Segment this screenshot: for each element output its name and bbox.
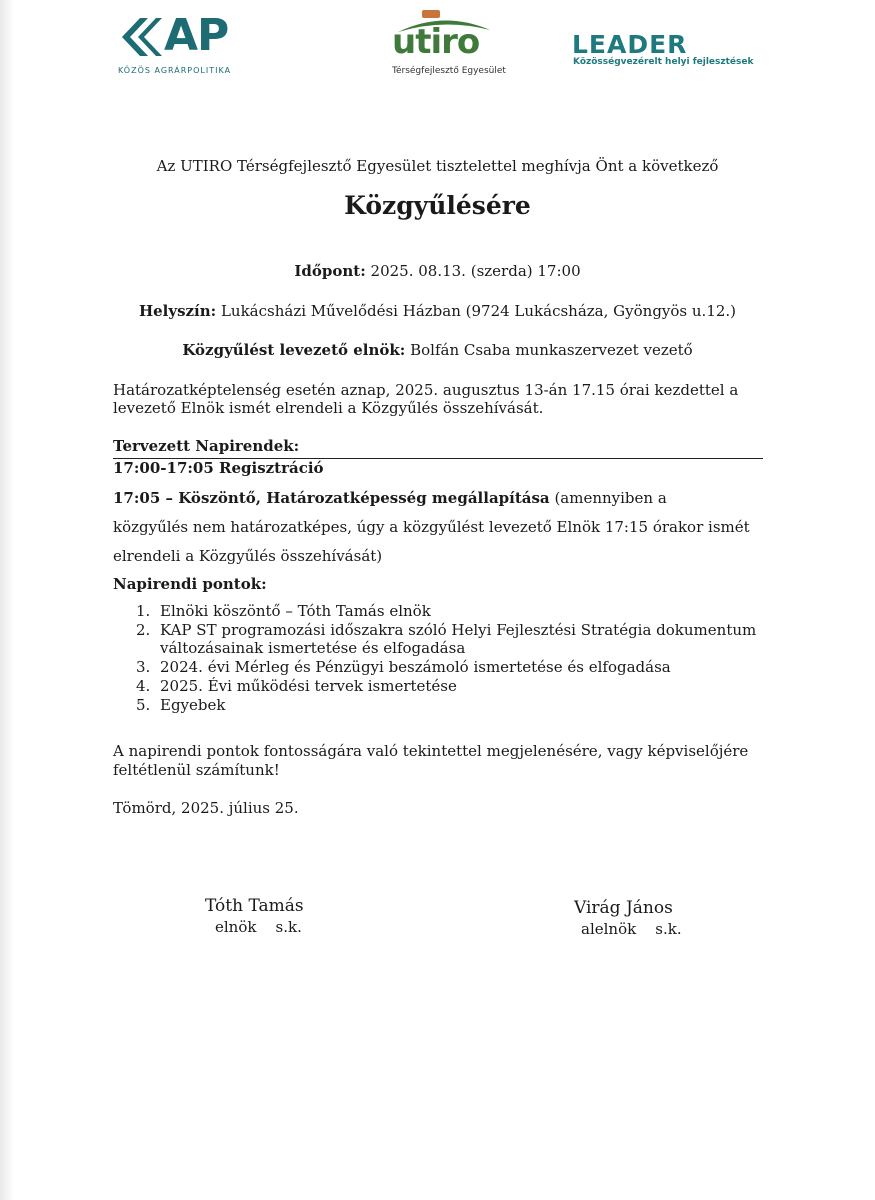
signature-name-1: Tóth Tamás	[205, 896, 304, 916]
quorum-note-line1: Határozatképtelenség esetén aznap, 2025. augusztus 13-án 17.15 órai kezdettel a	[113, 381, 739, 399]
agenda-points-list	[118, 602, 756, 715]
points-heading: Napirendi pontok:	[113, 575, 267, 593]
signature-mark-2: s.k.	[655, 920, 682, 938]
date-place: Tömörd, 2025. július 25.	[113, 799, 299, 817]
leader-logo-subtitle: Közösségvezérelt helyi fejlesztések	[573, 57, 754, 67]
list-item	[118, 696, 756, 714]
list-item	[118, 677, 756, 695]
list-item	[118, 621, 756, 657]
scan-edge	[0, 0, 14, 1200]
signature-mark-1: s.k.	[275, 918, 302, 936]
list-item-text: Egyebek	[160, 696, 226, 714]
time-line	[0, 262, 875, 281]
signature-name-2: Virág János	[574, 898, 673, 918]
list-item-number: 3.	[136, 658, 151, 676]
document-title: Közgyűlésére	[344, 191, 531, 220]
signature-role-text-1: elnök	[215, 918, 257, 936]
agenda-welcome-line2: közgyűlés nem határozatképes, úgy a közgyűlést levezető Elnök 17:15 órakor ismét	[113, 518, 750, 536]
time-value: 2025. 08.13. (szerda) 17:00	[370, 262, 581, 280]
agenda-welcome-bold: 17:05 – Köszöntő, Határozatképesség megállapítása	[113, 489, 550, 507]
list-item	[118, 658, 756, 676]
kap-logo-subtitle: KÖZÖS AGRÁRPOLITIKA	[118, 66, 232, 75]
kap-chevron-icon	[118, 14, 164, 60]
signature-role-1	[215, 918, 302, 937]
agenda-welcome-line3: elrendeli a Közgyűlés összehívását)	[113, 547, 383, 565]
list-item-text-cont: változásainak ismertetése és elfogadása	[160, 639, 466, 657]
chair-value: Bolfán Csaba munkaszervezet vezető	[410, 341, 693, 359]
chair-line	[0, 341, 875, 360]
chair-label: Közgyűlést levezető elnök:	[182, 341, 406, 359]
intro-text: Az UTIRO Térségfejlesztő Egyesület tisztelettel meghívja Önt a következő	[156, 157, 719, 175]
time-label: Időpont:	[294, 262, 366, 280]
signature-role-text-2: alelnök	[581, 920, 637, 938]
signature-role-2	[581, 920, 682, 939]
utiro-logo-subtitle: Térségfejlesztő Egyesület	[392, 66, 506, 76]
list-item-text: KAP ST programozási időszakra szóló Helyi Fejlesztési Stratégia dokumentum	[160, 621, 757, 639]
leader-logo	[572, 30, 782, 74]
list-item-number: 2.	[136, 621, 151, 639]
leader-logo-word: LEADER	[572, 30, 688, 59]
list-item-number: 1.	[136, 602, 151, 620]
quorum-note-line2: levezető Elnök ismét elrendeli a Közgyűlés összehívását.	[113, 399, 544, 417]
kap-logo	[118, 10, 238, 78]
agenda-registration: 17:00-17:05 Regisztráció	[113, 459, 324, 477]
list-item-number: 5.	[136, 696, 151, 714]
closing-line1: A napirendi pontok fontosságára való tekintettel megjelenésére, vagy képviselőjére	[113, 742, 749, 760]
list-item-number: 4.	[136, 677, 151, 695]
place-line	[0, 302, 875, 321]
place-value: Lukácsházi Művelődési Házban (9724 Lukácsháza, Gyöngyös u.12.)	[220, 302, 737, 320]
agenda-welcome-rest: (amennyiben a	[554, 489, 667, 507]
utiro-logo	[388, 8, 506, 78]
closing-line2: feltétlenül számítunk!	[113, 761, 280, 779]
list-item-text: 2024. évi Mérleg és Pénzügyi beszámoló ismertetése és elfogadása	[160, 658, 671, 676]
list-item-text: Elnöki köszöntő – Tóth Tamás elnök	[160, 602, 431, 620]
list-item	[118, 602, 756, 620]
utiro-logo-word: utiro	[392, 22, 480, 62]
place-label: Helyszín:	[138, 302, 217, 320]
agenda-welcome-line1	[113, 489, 667, 508]
agenda-heading: Tervezett Napirendek:	[113, 437, 300, 455]
kap-logo-word: AP	[164, 10, 229, 61]
list-item-text: 2025. Évi működési tervek ismertetése	[160, 677, 457, 695]
